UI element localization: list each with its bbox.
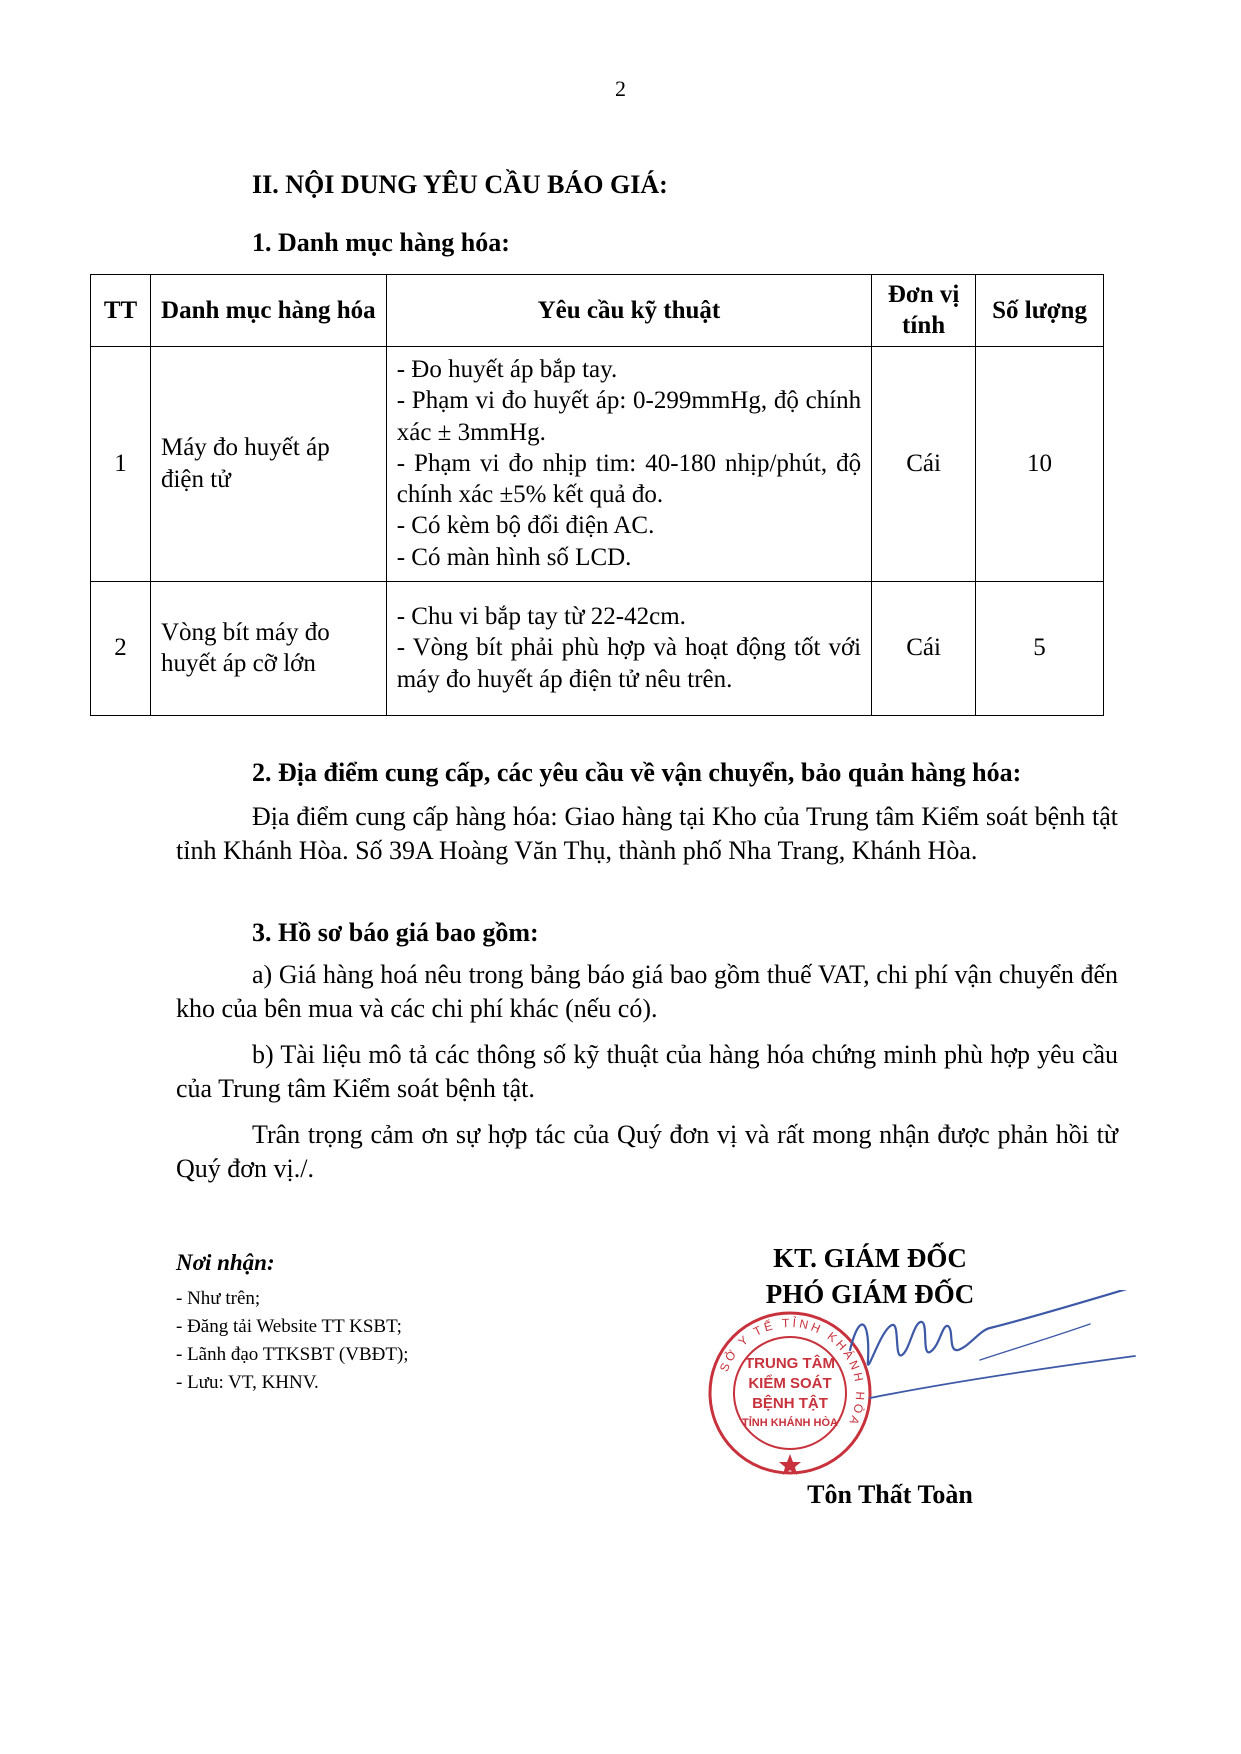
spec-line: - Phạm vi đo huyết áp: 0-299mmHg, độ chính xác ± 3mmHg. bbox=[396, 387, 862, 446]
signer-title-1: KT. GIÁM ĐỐC bbox=[773, 1243, 967, 1273]
svg-text:TỈNH KHÁNH HÒA: TỈNH KHÁNH HÒA bbox=[742, 1417, 838, 1429]
header-unit: Đơn vị tính bbox=[872, 275, 976, 347]
spec-line: - Vòng bít phải phù hợp và hoạt động tốt với máy đo huyết áp điện tử nêu trên. bbox=[396, 634, 862, 693]
header-spec: Yêu cầu kỹ thuật bbox=[386, 275, 871, 347]
list-item: - Lãnh đạo TTKSBT (VBĐT); bbox=[176, 1344, 409, 1365]
svg-text:BỆNH TẬT: BỆNH TẬT bbox=[752, 1395, 828, 1412]
quote-item-b: b) Tài liệu mô tả các thông số kỹ thuật của hàng hóa chứng minh phù hợp yêu cầu của Trung tâm Kiểm soát bệnh tật. bbox=[176, 1040, 1118, 1103]
table-header-row bbox=[91, 275, 1104, 347]
row-item: Máy đo huyết áp điện tử bbox=[150, 346, 386, 581]
row-qty: 10 bbox=[976, 346, 1104, 581]
row-unit: Cái bbox=[872, 581, 976, 715]
subsection-2-title: 2. Địa điểm cung cấp, các yêu cầu về vận chuyển, bảo quản hàng hóa: bbox=[252, 758, 1022, 787]
row-spec bbox=[386, 346, 871, 581]
row-spec bbox=[386, 581, 871, 715]
recipients-title: Nơi nhận: bbox=[176, 1250, 275, 1275]
subsection-3-title: 3. Hồ sơ báo giá bao gồm: bbox=[252, 918, 539, 947]
recipients-list bbox=[176, 1285, 409, 1397]
spec-line: - Chu vi bắp tay từ 22-42cm. bbox=[396, 603, 686, 631]
spec-line: - Đo huyết áp bắp tay. bbox=[396, 356, 618, 384]
svg-text:SỞ Y TẾ TỈNH KHÁNH HÒA: SỞ Y TẾ TỈNH KHÁNH HÒA bbox=[716, 1315, 868, 1430]
subsection-1-title: 1. Danh mục hàng hóa: bbox=[252, 228, 510, 257]
list-item: - Đăng tải Website TT KSBT; bbox=[176, 1316, 402, 1337]
goods-table bbox=[90, 274, 1104, 716]
header-tt: TT bbox=[91, 275, 151, 347]
svg-text:TRUNG TÂM: TRUNG TÂM bbox=[745, 1355, 835, 1372]
svg-text:KIỂM SOÁT: KIỂM SOÁT bbox=[748, 1375, 832, 1392]
header-item: Danh mục hàng hóa bbox=[150, 275, 386, 347]
row-item: Vòng bít máy đo huyết áp cỡ lớn bbox=[150, 581, 386, 715]
delivery-location-text: Địa điểm cung cấp hàng hóa: Giao hàng tại Kho của Trung tâm Kiểm soát bệnh tật tỉnh Khánh Hòa. Số 39A Hoàng Văn Thụ, thành phố Nha Trang, Khánh Hòa. bbox=[176, 802, 1118, 865]
quote-item-a: a) Giá hàng hoá nêu trong bảng báo giá bao gồm thuế VAT, chi phí vận chuyển đến kho của bên mua và các chi phí khác (nếu có). bbox=[176, 960, 1118, 1023]
list-item: - Lưu: VT, KHNV. bbox=[176, 1372, 319, 1393]
section-title: II. NỘI DUNG YÊU CẦU BÁO GIÁ: bbox=[252, 170, 668, 199]
signer-title-2: PHÓ GIÁM ĐỐC bbox=[765, 1279, 975, 1309]
spec-line: - Có màn hình số LCD. bbox=[396, 543, 632, 571]
header-qty: Số lượng bbox=[976, 275, 1104, 347]
spec-line: - Có kèm bộ đổi điện AC. bbox=[396, 512, 655, 540]
page-number: 2 bbox=[615, 76, 626, 101]
closing-text: Trân trọng cảm ơn sự hợp tác của Quý đơn vị và rất mong nhận được phản hồi từ Quý đơn vị./. bbox=[176, 1120, 1118, 1183]
row-tt: 2 bbox=[91, 581, 151, 715]
row-tt: 1 bbox=[91, 346, 151, 581]
handwritten-signature-icon bbox=[830, 1290, 1140, 1440]
list-item: - Như trên; bbox=[176, 1288, 261, 1309]
signer-name: Tôn Thất Toàn bbox=[807, 1480, 973, 1509]
table-row bbox=[91, 581, 1104, 715]
spec-line: - Phạm vi đo nhịp tim: 40-180 nhịp/phút, độ chính xác ±5% kết quả đo. bbox=[396, 449, 862, 509]
table-row bbox=[91, 346, 1104, 581]
row-qty: 5 bbox=[976, 581, 1104, 715]
row-unit: Cái bbox=[872, 346, 976, 581]
